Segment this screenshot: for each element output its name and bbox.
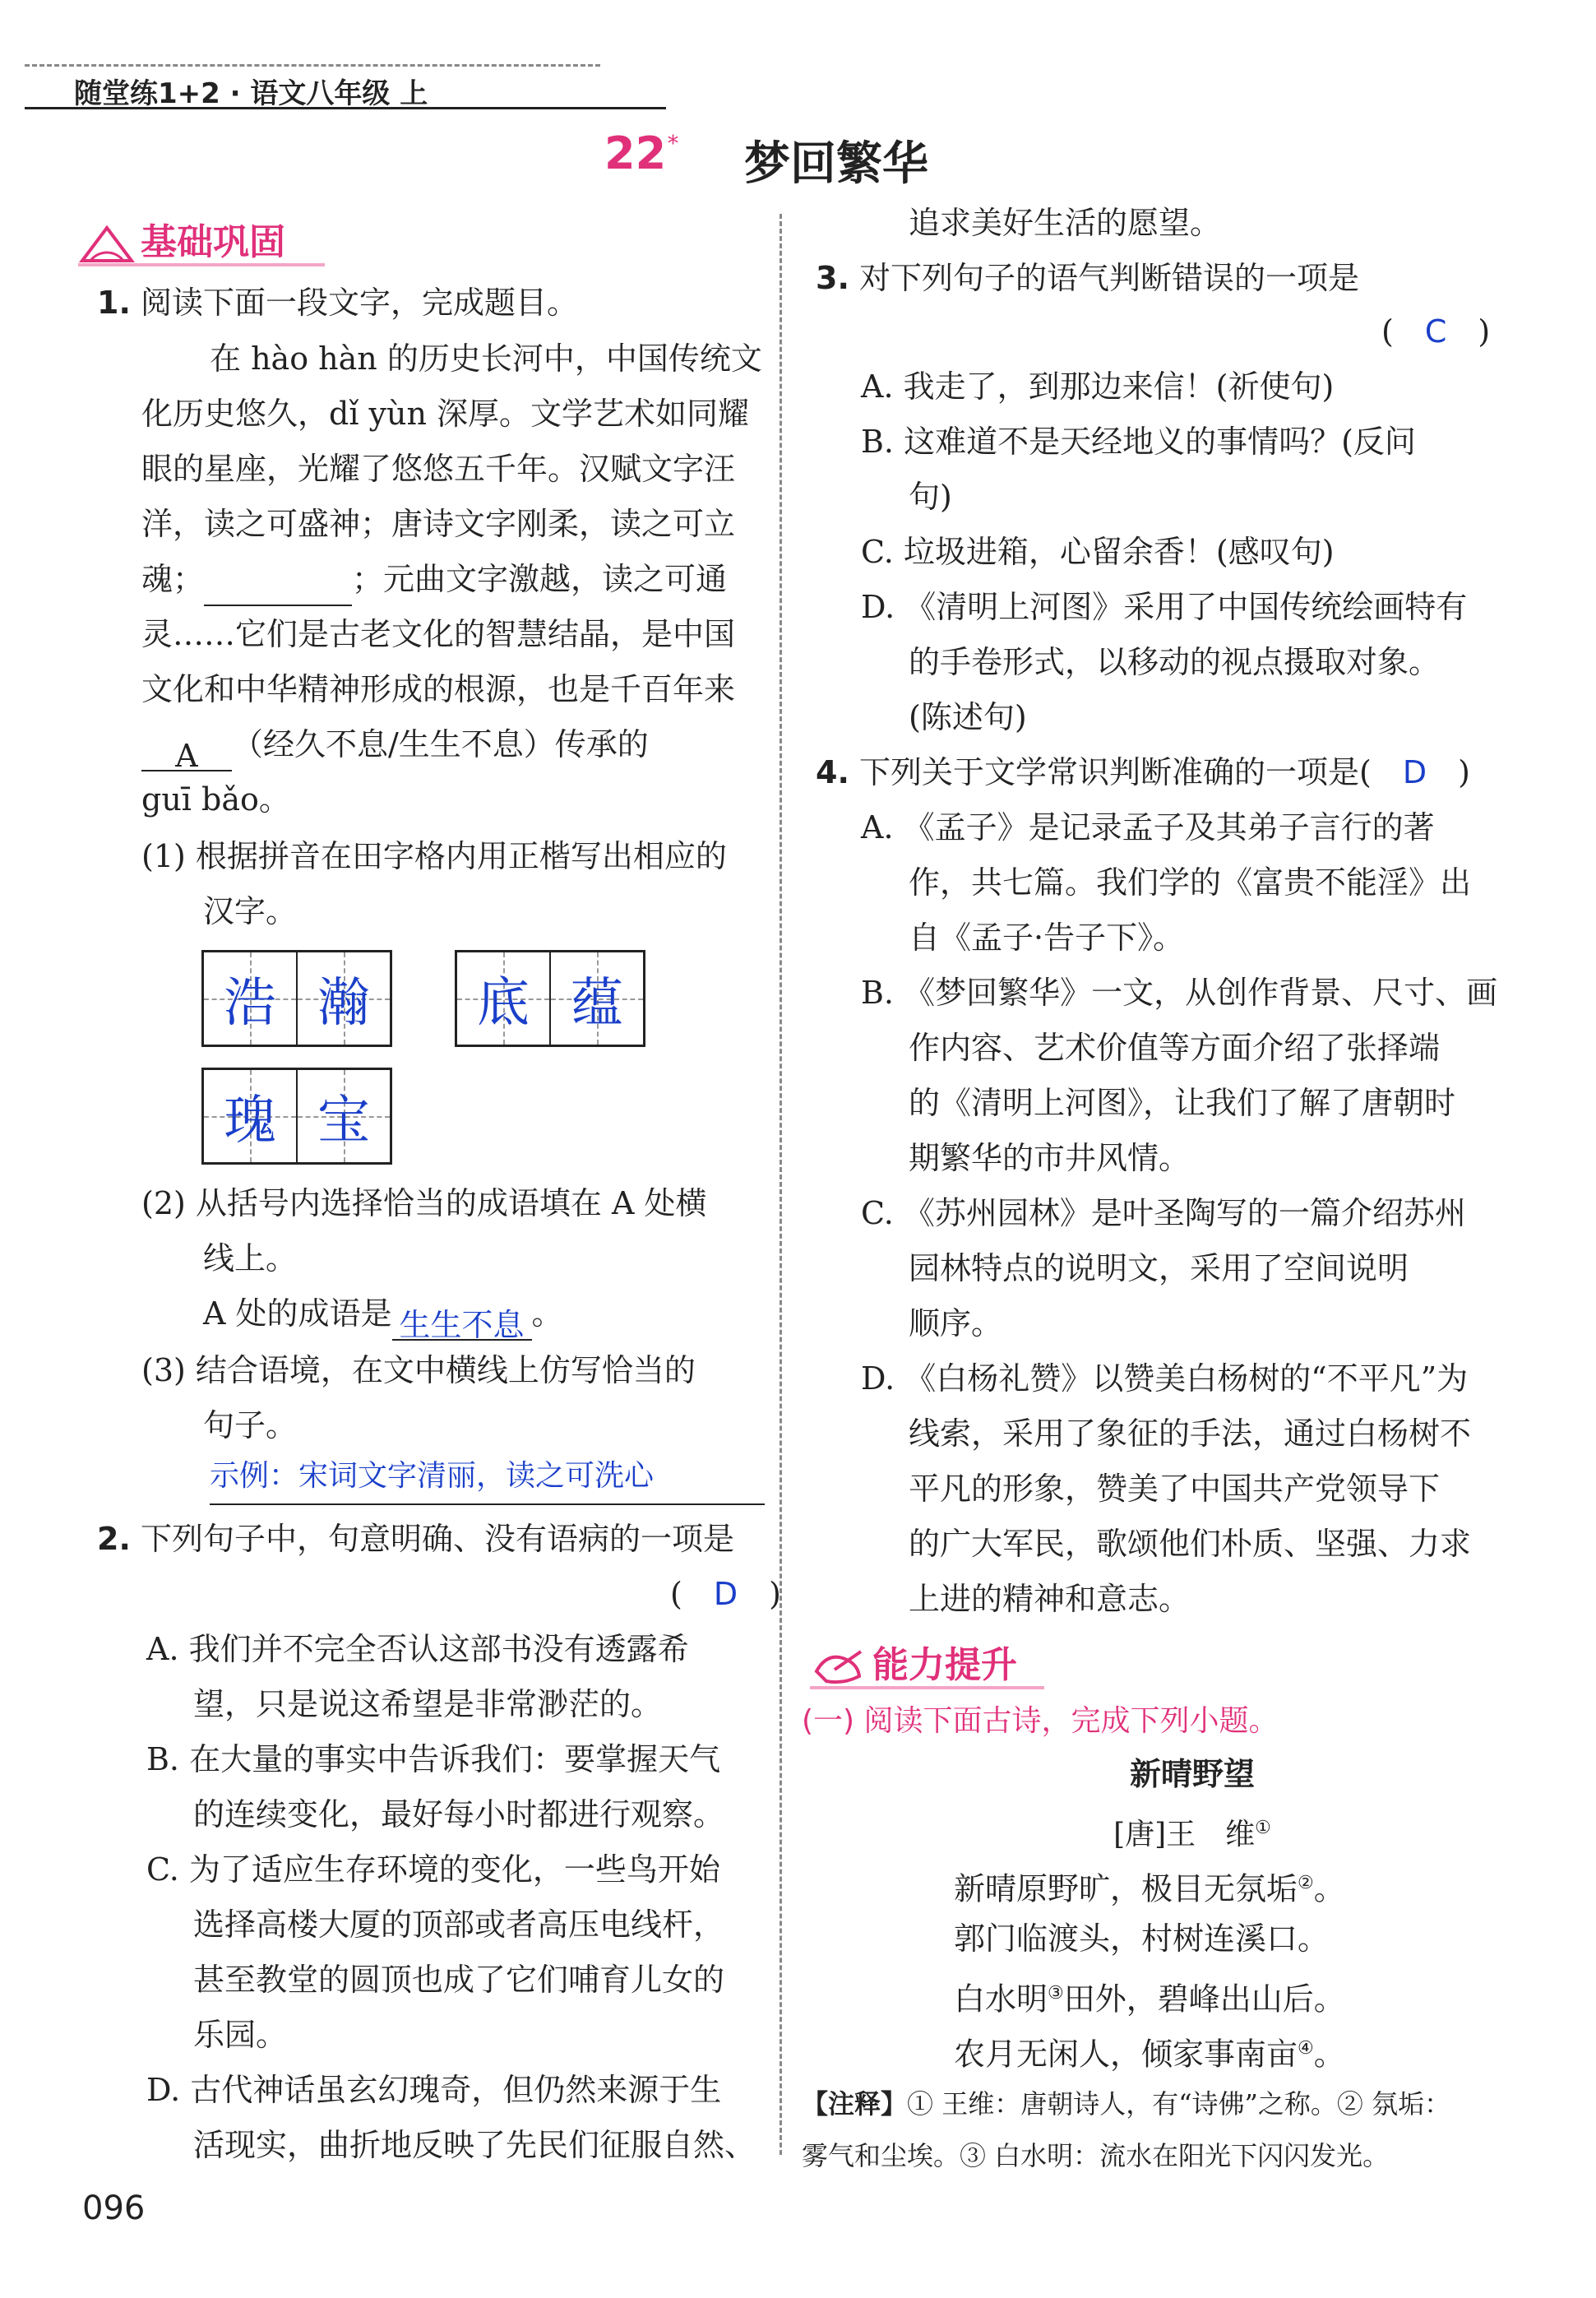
q2-answer-bracket: ( D )	[670, 1576, 781, 1612]
q4-option-d-line2: 线索，采用了象征的手法，通过白杨树不	[909, 1415, 1472, 1452]
q3-option-d-line2: 的手卷形式，以移动的视点摄取对象。	[909, 644, 1441, 680]
q1-passage-line-5	[141, 552, 727, 606]
q2-option-c-line2: 选择高楼大厦的顶部或者高压电线杆，	[193, 1907, 725, 1943]
option-letter: A.	[146, 1631, 179, 1667]
q1-passage-line-4: 洋，读之可盛神；唐诗文字刚柔，读之可立	[141, 506, 736, 542]
q1-blank-a[interactable]: A	[141, 729, 232, 771]
grid-char: 宝	[317, 1091, 370, 1151]
q1-sub1-line1	[141, 829, 727, 883]
poem-title: 新晴野望	[1129, 1756, 1255, 1792]
q3-answer: C	[1424, 313, 1447, 350]
q4-option-a-line3: 自《孟子·告子下》。	[909, 920, 1185, 956]
q4-option-c-line3: 顺序。	[909, 1305, 1003, 1341]
option-text: 垃圾进箱，心留余香！(感叹句)	[903, 534, 1335, 570]
q1-sub2-text: 从括号内选择恰当的成语填在 A 处横	[195, 1185, 707, 1221]
notes-line-2: 雾气和尘埃。③ 白水明：流水在阳光下闪闪发光。	[802, 2140, 1390, 2171]
q4-option-d[interactable]	[861, 1351, 1468, 1406]
poem-line-end: 。	[1313, 1870, 1345, 1907]
book-header: 随堂练1+2 · 语文八年级 上	[74, 77, 428, 110]
q2-answer: D	[713, 1576, 738, 1612]
poem-line-text: 新晴原野旷，极目无氛垢	[954, 1870, 1298, 1907]
q2-option-a[interactable]	[146, 1622, 689, 1676]
q4-number: 4.	[816, 754, 849, 790]
char-grid-3	[201, 1068, 392, 1165]
q2-option-c-line4: 乐园。	[193, 2017, 288, 2053]
q1-sub2-number: (2)	[141, 1185, 186, 1221]
q4-option-a-line2: 作，共七篇。我们学的《富贵不能淫》出	[909, 864, 1472, 901]
q2-option-a-line2: 望，只是说这希望是非常渺茫的。	[193, 1686, 663, 1722]
poem-line-end: 田外，碧峰出山后。	[1063, 1981, 1345, 2018]
option-text: 《苏州园林》是叶圣陶写的一篇介绍苏州	[903, 1195, 1466, 1231]
q2-option-c[interactable]	[146, 1842, 720, 1897]
option-text: 《清明上河图》采用了中国传统绘画特有	[904, 589, 1468, 625]
q4-option-b[interactable]	[861, 966, 1497, 1020]
q4-option-d-line5: 上进的精神和意志。	[909, 1581, 1191, 1617]
option-text: 我走了，到那边来信！(祈使句)	[903, 368, 1335, 405]
poem-author-name: [唐]王 维	[1113, 1818, 1256, 1851]
q1-imitation-blank[interactable]	[204, 563, 352, 606]
grid-char: 瑰	[224, 1091, 276, 1151]
poem-line-note: ②	[1298, 1873, 1314, 1893]
q1-number: 1.	[97, 285, 131, 321]
option-letter: D.	[146, 2072, 181, 2108]
grid-cell	[457, 952, 549, 1045]
option-text: 《白杨礼赞》以赞美白杨树的“不平凡”为	[904, 1360, 1469, 1397]
hand-pen-icon	[810, 1647, 867, 1688]
q1-sub1-text: 根据拼音在田字格内用正楷写出相应的	[195, 838, 727, 874]
q3-option-b-line2: 句)	[909, 479, 952, 515]
right-continuation: 追求美好生活的愿望。	[909, 205, 1222, 241]
option-text: 我们并不完全否认这部书没有透露希	[188, 1631, 689, 1667]
section-advance-underline	[810, 1686, 1044, 1689]
q1-sub2-answer[interactable]: 生生不息	[392, 1298, 532, 1341]
q3-stem	[816, 251, 1359, 305]
q2-option-d[interactable]	[146, 2063, 721, 2117]
q4-option-c[interactable]	[861, 1186, 1466, 1240]
q4-option-b-line3: 的《清明上河图》，让我们了解了唐朝时	[909, 1085, 1456, 1121]
q1-sub3-text: 结合语境，在文中横线上仿写恰当的	[195, 1352, 696, 1388]
q1-passage-8: （经久不息/生生不息）传承的	[232, 726, 649, 762]
lesson-number: 22	[604, 127, 667, 179]
poem-line-text: 郭门临渡头，村树连溪口。	[954, 1920, 1330, 1957]
grid-cell	[549, 952, 643, 1045]
grid-char: 浩	[224, 973, 276, 1034]
q1-sub3-line1	[141, 1343, 696, 1397]
option-text: 为了适应生存环境的变化，一些鸟开始	[188, 1851, 720, 1888]
q1-passage-line-3: 眼的星座，光耀了悠悠五千年。汉赋文字汪	[141, 451, 736, 487]
q1-passage-line-1: 在 hào hàn 的历史长河中，中国传统文	[210, 341, 762, 377]
q1-sub2-answer-label: A 处的成语是	[203, 1295, 392, 1332]
q4-option-d-line3: 平凡的形象，赞美了中国共产党领导下	[909, 1471, 1441, 1507]
q4-option-d-line4: 的广大军民，歌颂他们朴质、坚强、力求	[909, 1526, 1472, 1562]
q1-passage-5a: 魂；	[141, 561, 205, 597]
option-letter: C.	[146, 1851, 179, 1888]
q1-sub2-end: 。	[531, 1295, 563, 1332]
option-letter: B.	[146, 1741, 180, 1777]
q2-option-d-line2: 活现实，曲折地反映了先民们征服自然、	[193, 2127, 756, 2163]
q3-option-b[interactable]	[861, 415, 1416, 469]
poem-line-1	[954, 1856, 1345, 1916]
grid-cell	[296, 1070, 390, 1162]
q3-option-a[interactable]	[861, 359, 1334, 414]
q4-option-b-line2: 作内容、艺术价值等方面介绍了张择端	[909, 1030, 1441, 1066]
poem-line-4	[954, 2022, 1345, 2082]
q1-sub2-answer-line	[203, 1286, 563, 1341]
poem-line-3	[954, 1967, 1345, 2027]
q4-answer: D	[1402, 754, 1427, 790]
q1-sub3-answer[interactable]: 示例：宋词文字清丽，读之可洗心	[210, 1449, 765, 1505]
grid-cell	[296, 952, 390, 1045]
q1-passage-line-7: 文化和中华精神形成的根源，也是千百年来	[141, 671, 736, 707]
option-letter: B.	[861, 424, 895, 460]
option-letter: C.	[861, 534, 894, 570]
char-grid-2	[455, 950, 645, 1047]
q1-sub2-line2: 线上。	[203, 1240, 298, 1276]
poem-line-note: ③	[1048, 1983, 1064, 2004]
section-advance-label: 能力提升	[872, 1644, 1017, 1686]
q3-option-d-line3: (陈述句)	[909, 699, 1027, 735]
q1-passage-line-6: 灵……它们是古老文化的智慧结晶，是中国	[141, 616, 736, 652]
char-grid-1	[201, 950, 392, 1047]
poem-author	[789, 1801, 1595, 1862]
q1-stem-text: 阅读下面一段文字，完成题目。	[140, 285, 578, 321]
part1-instruction: (一) 阅读下面古诗，完成下列小题。	[802, 1704, 1279, 1738]
q2-option-b[interactable]	[146, 1732, 720, 1786]
notes-label: 【注释】	[802, 2088, 908, 2120]
q1-passage-5b: ；元曲文字激越，读之可通	[352, 561, 728, 597]
lesson-star: *	[668, 132, 678, 156]
section-basic-heading	[78, 212, 285, 265]
q1-sub1-number: (1)	[141, 838, 186, 874]
q2-stem-text: 下列句子中，句意明确、没有语病的一项是	[140, 1521, 734, 1557]
grid-cell	[204, 952, 296, 1045]
q2-option-b-line2: 的连续变化，最好每小时都进行观察。	[193, 1796, 725, 1832]
q4-option-a[interactable]	[861, 800, 1435, 855]
option-letter: A.	[861, 368, 894, 405]
ruler-compass-icon	[78, 224, 136, 265]
q1-passage-line-9: guī bǎo。	[141, 781, 290, 818]
option-text: 这难道不是天经地义的事情吗？(反问	[904, 424, 1416, 460]
poem-author-note: ①	[1255, 1818, 1271, 1838]
q1-passage-line-8	[141, 717, 649, 774]
q3-number: 3.	[816, 260, 849, 296]
q2-stem	[97, 1512, 734, 1566]
option-text: 古代神话虽玄幻瑰奇，但仍然来源于生	[190, 2072, 722, 2108]
option-letter: D.	[861, 1360, 895, 1397]
section-advance-heading	[810, 1635, 1017, 1688]
q1-sub3-number: (3)	[141, 1352, 186, 1388]
poem-line-2	[954, 1911, 1329, 1966]
q1-passage-line-2: 化历史悠久，dǐ yùn 深厚。文学艺术如同耀	[141, 396, 750, 432]
column-divider	[779, 214, 782, 2155]
section-basic-label: 基础巩固	[141, 221, 285, 263]
q4-option-b-line4: 期繁华的市井风情。	[909, 1140, 1191, 1176]
poem-line-text: 农月无闲人，倾家事南亩	[954, 2036, 1298, 2073]
q2-option-c-line3: 甚至教堂的圆顶也成了它们哺育儿女的	[193, 1962, 725, 1998]
grid-char: 蕴	[571, 973, 623, 1034]
option-letter: A.	[861, 809, 894, 846]
q3-answer-bracket: ( C )	[1381, 313, 1491, 350]
page-number: 096	[82, 2189, 146, 2227]
option-text: 《梦回繁华》一文，从创作背景、尺寸、画	[904, 975, 1498, 1011]
lesson-title: 梦回繁华	[744, 137, 928, 191]
q1-sub3-line2: 句子。	[203, 1407, 298, 1443]
grid-char: 瀚	[317, 973, 370, 1034]
q3-option-d[interactable]	[861, 580, 1467, 634]
option-letter: D.	[861, 589, 895, 625]
grid-cell	[204, 1070, 296, 1162]
notes-line-1	[802, 2077, 1450, 2131]
q3-option-c[interactable]	[861, 525, 1335, 579]
option-letter: C.	[861, 1195, 894, 1231]
option-text: 《孟子》是记录孟子及其弟子言行的著	[903, 809, 1435, 846]
q1-stem	[97, 276, 578, 330]
option-letter: B.	[861, 975, 895, 1011]
notes-text-1: ① 王维：唐朝诗人，有“诗佛”之称。② 氛垢：	[907, 2088, 1451, 2120]
option-text: 在大量的事实中告诉我们：要掌握天气	[189, 1741, 721, 1777]
q2-number: 2.	[97, 1521, 131, 1557]
q4-stem-text: 下列关于文学常识判断准确的一项是	[858, 754, 1359, 790]
q3-stem-text: 对下列句子的语气判断错误的一项是	[858, 260, 1359, 296]
section-basic-underline	[78, 263, 325, 266]
poem-line-end: 。	[1313, 2036, 1345, 2073]
grid-char: 底	[477, 973, 530, 1034]
q4-stem: 4. 下列关于文学常识判断准确的一项是( D )	[816, 754, 1470, 790]
poem-line-note: ④	[1298, 2038, 1314, 2059]
header-rule	[25, 107, 666, 109]
q1-sub2-line1	[141, 1176, 707, 1230]
header-dash	[25, 64, 600, 67]
q4-option-c-line2: 园林特点的说明文，采用了空间说明	[909, 1250, 1409, 1286]
poem-line-text: 白水明	[954, 1981, 1048, 2018]
q1-sub1-line2: 汉字。	[203, 893, 298, 929]
